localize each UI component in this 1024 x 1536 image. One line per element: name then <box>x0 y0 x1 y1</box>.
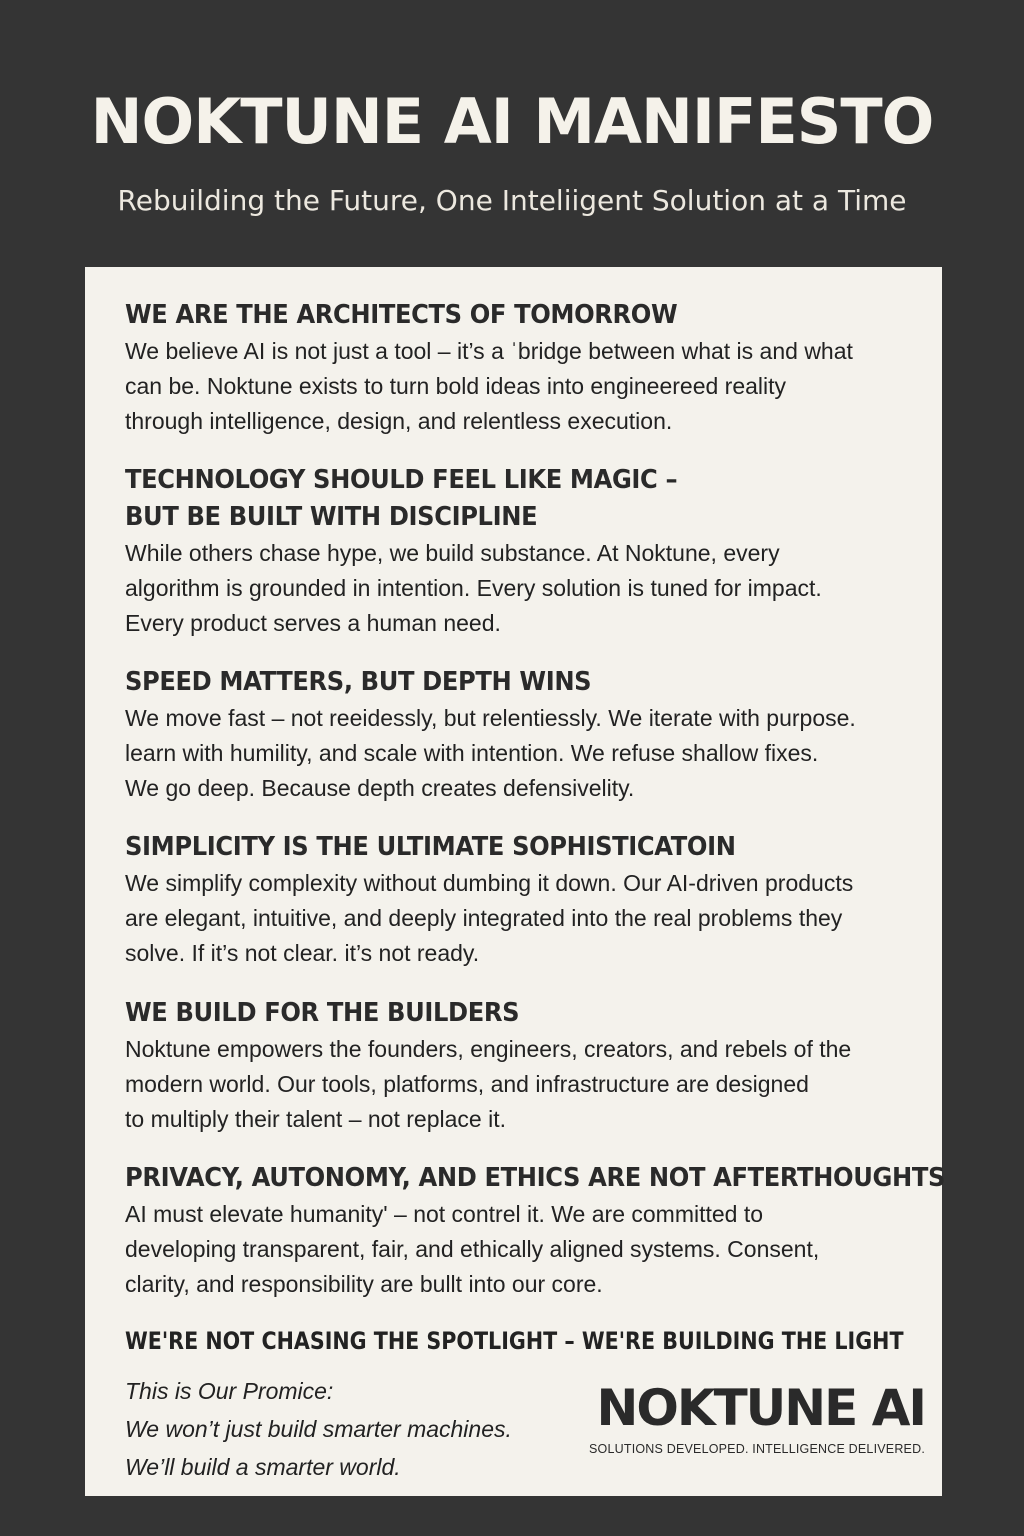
manifesto-section-architects <box>125 297 925 439</box>
section-body-line: can be. Noktune exists to turn bold ideas into engineereed reality <box>125 373 787 399</box>
section-body-line: We simplify complexity without dumbing it down. Our AI-driven products <box>125 870 854 896</box>
section-body-line: We go deep. Because depth creates defensivelity. <box>125 775 635 801</box>
section-body-line: We move fast – not reeidessly, but relentiessly. We iterate with purpose. <box>125 705 856 731</box>
page-subtitle: Rebuilding the Future, One Inteliigent Solution at a Time <box>117 184 907 217</box>
section-body-line: modern world. Our tools, platforms, and infrastructure are designed <box>125 1071 809 1097</box>
section-heading: TECHNOLOGY SHOULD FEEL LIKE MAGIC – <box>125 465 678 495</box>
section-body <box>125 536 925 641</box>
manifesto-section-speed <box>125 664 925 806</box>
promise-line: We’ll build a smarter world. <box>125 1454 401 1480</box>
section-body-line: Noktune empowers the founders, engineers, creators, and rebels of the <box>125 1036 852 1062</box>
section-body-line: solve. If it’s not clear. it’s not ready. <box>125 940 480 966</box>
section-body <box>125 701 925 806</box>
section-body-line: are elegant, intuitive, and deeply integrated into the real problems they <box>125 905 843 931</box>
section-body-line: AI must elevate humanity' – not contrel it. We are committed to <box>125 1201 764 1227</box>
section-heading: SIMPLICITY IS THE ULTIMATE SOPHISTICATOIN <box>125 832 736 862</box>
section-body-line: algorithm is grounded in intention. Every solution is tuned for impact. <box>125 575 822 601</box>
brand-name: NOKTUNE AI <box>596 1379 925 1437</box>
manifesto-panel <box>85 267 945 1496</box>
section-heading: WE ARE THE ARCHITECTS OF TOMORROW <box>125 300 678 330</box>
brand-tagline: SOLUTIONS DEVELOPED. INTELLIGENCE DELIVERED. <box>589 1442 925 1456</box>
manifesto-section-simplicity <box>125 829 925 971</box>
manifesto-section-magic <box>125 462 925 641</box>
page-title: NOKTUNE AI MANIFESTO <box>90 85 934 158</box>
promise-block <box>125 1372 585 1486</box>
section-body-line: developing transparent, fair, and ethically aligned systems. Consent, <box>125 1236 820 1262</box>
section-body-line: learn with humility, and scale with intention. We refuse shallow fixes. <box>125 740 819 766</box>
promise-line: This is Our Promice: <box>125 1378 334 1404</box>
section-body-line: to multiply their talent – not replace it. <box>125 1106 506 1132</box>
brand-logo <box>580 1377 925 1459</box>
closing-heading: WE'RE NOT CHASING THE SPOTLIGHT – WE'RE BUILDING THE LIGHT <box>125 1327 904 1355</box>
section-heading: BUT BE BUILT WITH DISCIPLINE <box>125 502 538 532</box>
section-body-line: through intelligence, design, and relentless execution. <box>125 408 673 434</box>
manifesto-section-builders <box>125 995 925 1137</box>
section-heading: SPEED MATTERS, BUT DEPTH WINS <box>125 667 592 697</box>
section-body <box>125 1032 925 1137</box>
section-body-line: clarity, and responsibility are bullt into our core. <box>125 1271 603 1297</box>
promise-line: We won’t just build smarter machines. <box>125 1416 512 1442</box>
manifesto-section-ethics <box>125 1160 945 1302</box>
section-body <box>125 1197 925 1302</box>
section-body-line: While others chase hype, we build substance. At Noktune, every <box>125 540 780 566</box>
section-body-line: Every product serves a human need. <box>125 610 501 636</box>
section-body <box>125 866 925 971</box>
section-heading: WE BUILD FOR THE BUILDERS <box>125 998 520 1028</box>
section-body <box>125 334 925 439</box>
section-body-line: We believe AI is not just a tool – it’s a ˈbridge between what is and what <box>125 338 853 364</box>
section-heading: PRIVACY, AUTONOMY, AND ETHICS ARE NOT AFTERTHOUGHTS <box>125 1163 945 1193</box>
